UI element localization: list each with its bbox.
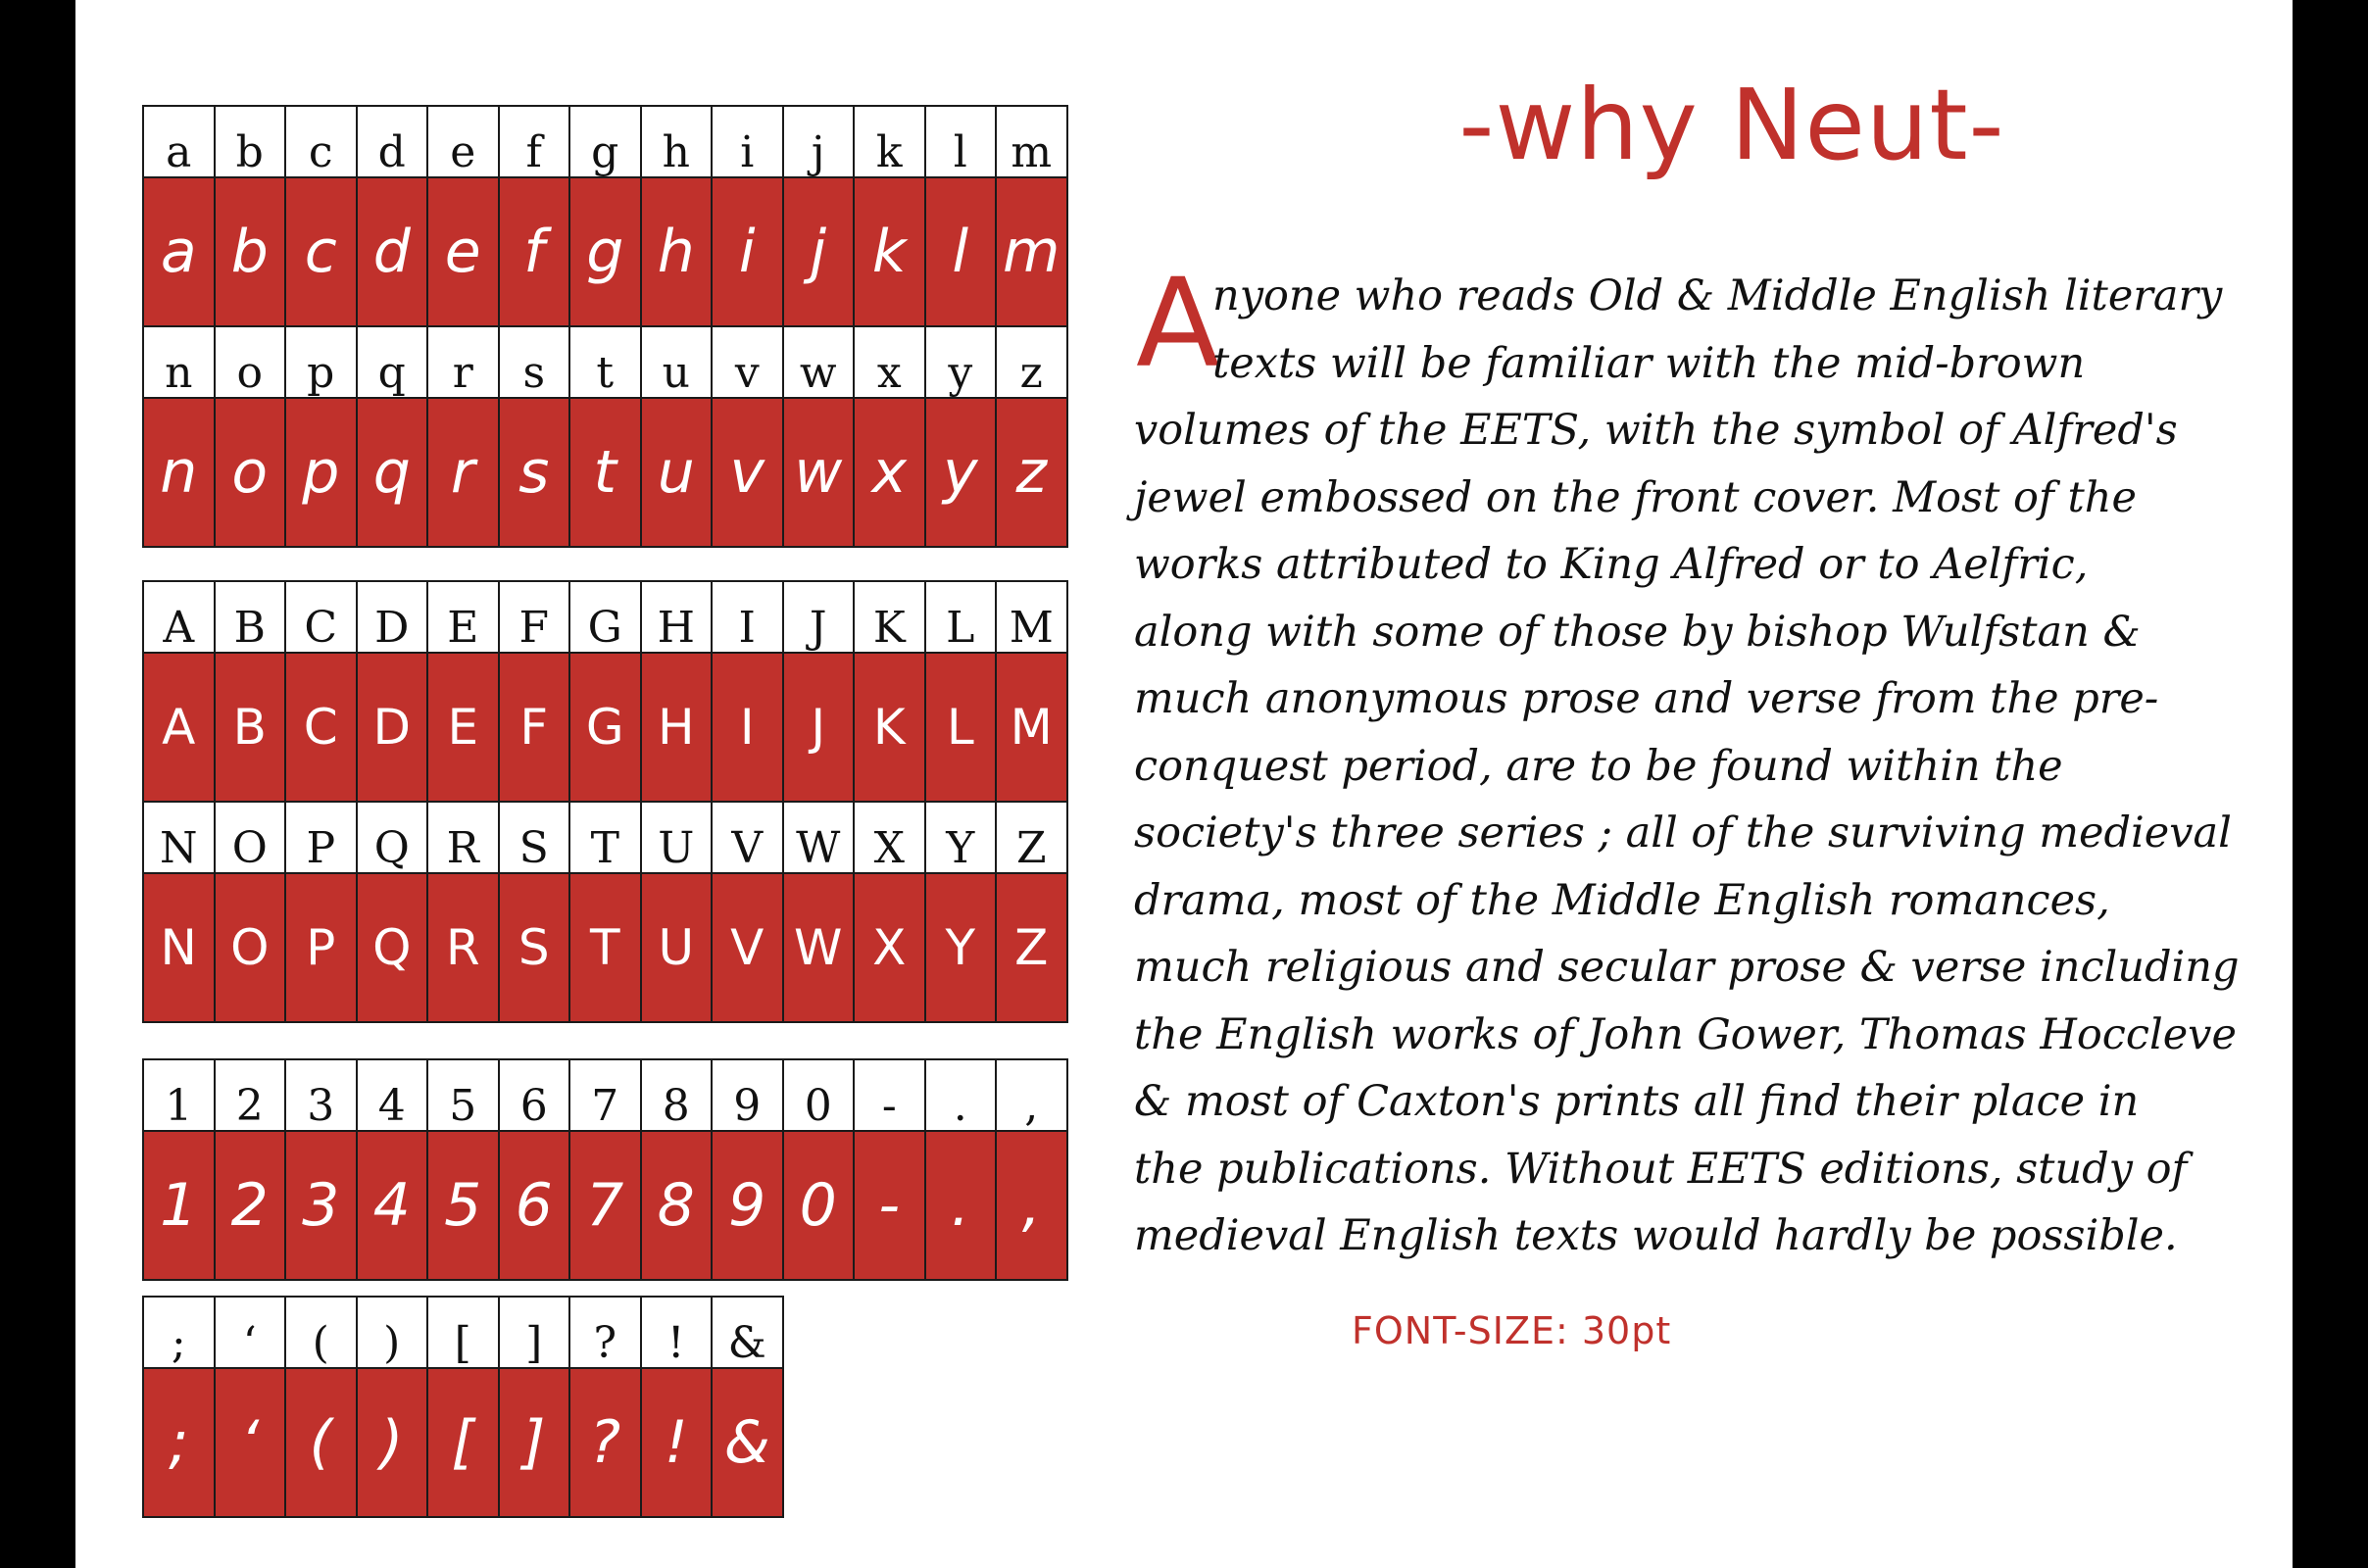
reference-glyph-cell: D [358,582,429,654]
reference-glyph-cell: l [926,107,998,178]
sample-glyph-cell: y [926,399,998,548]
reference-glyph-cell: 9 [713,1060,784,1132]
sample-glyph-cell: R [428,874,500,1023]
paragraph-line: medieval English texts would hardly be possible. [1134,1211,2178,1260]
sample-glyph-cell: D [358,654,429,803]
sample-glyph-cell: l [926,178,998,327]
paragraph-line: & most of Caxton's prints all find their place in [1134,1077,2140,1126]
sample-glyph-cell: b [216,178,287,327]
sample-glyph-cell: 9 [713,1132,784,1281]
sample-glyph-cell: r [428,399,500,548]
reference-glyph-cell: ] [500,1298,571,1369]
sample-glyph-cell: d [358,178,429,327]
paragraph-line: conquest period, are to be found within the [1134,741,2063,791]
reference-glyph-cell: x [855,327,926,399]
reference-glyph-cell: 0 [784,1060,856,1132]
paragraph-line: the English works of John Gower, Thomas Hoccleve [1134,1009,2237,1059]
reference-glyph-cell: w [784,327,856,399]
reference-glyph-cell: J [784,582,856,654]
reference-glyph-cell: e [428,107,500,178]
sample-glyph-cell: & [713,1369,784,1518]
sample-glyph-cell: W [784,874,856,1023]
sample-glyph-cell: s [500,399,571,548]
paragraph-line: the publications. Without EETS editions, study of [1134,1144,2188,1194]
reference-glyph-cell: K [855,582,926,654]
reference-glyph-cell: s [500,327,571,399]
reference-glyph-cell: ; [144,1298,216,1369]
paragraph-line: jewel embossed on the front cover. Most of the [1134,472,2137,522]
reference-glyph-cell: n [144,327,216,399]
reference-glyph-cell: L [926,582,998,654]
reference-glyph-cell: O [216,803,287,874]
reference-glyph-cell: j [784,107,856,178]
sample-glyph-cell: P [286,874,358,1023]
sample-glyph-cell: H [642,654,714,803]
reference-glyph-cell: m [997,107,1068,178]
sample-glyph-cell: c [286,178,358,327]
reference-glyph-cell: ( [286,1298,358,1369]
reference-glyph-cell: v [713,327,784,399]
reference-glyph-cell: , [997,1060,1068,1132]
reference-glyph-cell: E [428,582,500,654]
sample-glyph-cell: a [144,178,216,327]
reference-glyph-cell: H [642,582,714,654]
reference-glyph-row [144,1060,1068,1132]
sample-glyph-cell: h [642,178,714,327]
sample-glyph-cell: E [428,654,500,803]
reference-glyph-cell: t [570,327,642,399]
sample-glyph-cell: Q [358,874,429,1023]
drop-cap: A [1136,253,1220,395]
sample-glyph-cell: i [713,178,784,327]
sample-glyph-cell: V [713,874,784,1023]
reference-glyph-cell: Z [997,803,1068,874]
reference-glyph-cell: A [144,582,216,654]
reference-glyph-cell: . [926,1060,998,1132]
right-frame-bar [2293,0,2368,1568]
reference-glyph-row [144,107,1068,178]
sample-glyph-cell: U [642,874,714,1023]
reference-glyph-cell: [ [428,1298,500,1369]
reference-glyph-row [144,327,1068,399]
sample-glyph-cell: G [570,654,642,803]
sample-glyph-cell: ‘ [216,1369,287,1518]
sample-glyph-row [144,1132,1068,1281]
reference-glyph-cell: z [997,327,1068,399]
sample-glyph-cell: m [997,178,1068,327]
reference-glyph-cell: R [428,803,500,874]
sample-glyph-cell: z [997,399,1068,548]
reference-glyph-cell: u [642,327,714,399]
sample-glyph-cell: J [784,654,856,803]
sample-glyph-cell: F [500,654,571,803]
sample-glyph-cell: B [216,654,287,803]
sample-glyph-cell: 6 [500,1132,571,1281]
reference-glyph-cell: C [286,582,358,654]
paragraph-line: much religious and secular prose & verse including [1134,943,2240,992]
glyph-block [142,105,1068,548]
paragraph-line: works attributed to King Alfred or to Aelfric, [1134,540,2089,589]
reference-glyph-cell: a [144,107,216,178]
reference-glyph-row [144,1298,784,1369]
sample-glyph-cell: n [144,399,216,548]
reference-glyph-cell: V [713,803,784,874]
reference-glyph-cell: S [500,803,571,874]
paragraph-line: drama, most of the Middle English romances, [1134,875,2110,925]
sample-glyph-cell: Y [926,874,998,1023]
reference-glyph-cell: d [358,107,429,178]
page-title: -why Neut- [1458,68,2005,182]
reference-glyph-cell: W [784,803,856,874]
sample-glyph-cell: . [926,1132,998,1281]
paragraph-line: along with some of those by bishop Wulfstan & [1134,607,2141,657]
paragraph-line: nyone who reads Old & Middle English literary [1212,271,2223,320]
reference-glyph-cell: o [216,327,287,399]
sample-paragraph [1134,253,2293,1270]
font-size-note: FONT-SIZE: 30pt [1352,1309,1672,1352]
sample-glyph-cell: [ [428,1369,500,1518]
sample-glyph-cell: Z [997,874,1068,1023]
reference-glyph-row [144,582,1068,654]
paragraph-line: much anonymous prose and verse from the pre- [1134,674,2159,723]
sample-glyph-cell: w [784,399,856,548]
reference-glyph-cell: f [500,107,571,178]
sample-glyph-cell: f [500,178,571,327]
sample-glyph-cell: g [570,178,642,327]
reference-glyph-cell: ? [570,1298,642,1369]
reference-glyph-cell: p [286,327,358,399]
sample-glyph-cell: ! [642,1369,714,1518]
reference-glyph-cell: G [570,582,642,654]
reference-glyph-cell: & [713,1298,784,1369]
reference-glyph-cell: 8 [642,1060,714,1132]
sample-glyph-cell: k [855,178,926,327]
sample-glyph-cell: T [570,874,642,1023]
reference-glyph-cell: T [570,803,642,874]
sample-glyph-cell: - [855,1132,926,1281]
reference-glyph-cell: I [713,582,784,654]
reference-glyph-cell: P [286,803,358,874]
sample-glyph-cell: u [642,399,714,548]
sample-glyph-cell: K [855,654,926,803]
sample-glyph-cell: L [926,654,998,803]
reference-glyph-cell: M [997,582,1068,654]
reference-glyph-cell: c [286,107,358,178]
glyph-block [142,1296,784,1518]
sample-glyph-cell: 3 [286,1132,358,1281]
sample-glyph-cell: A [144,654,216,803]
reference-glyph-cell: Y [926,803,998,874]
reference-glyph-cell: N [144,803,216,874]
sample-glyph-cell: 4 [358,1132,429,1281]
paragraph-line: volumes of the EETS, with the symbol of Alfred's [1134,406,2178,455]
sample-glyph-cell: t [570,399,642,548]
sample-glyph-row [144,874,1068,1023]
sample-glyph-cell: 0 [784,1132,856,1281]
reference-glyph-cell: b [216,107,287,178]
sample-glyph-cell: C [286,654,358,803]
reference-glyph-cell: 2 [216,1060,287,1132]
reference-glyph-cell: Q [358,803,429,874]
sample-glyph-cell: , [997,1132,1068,1281]
paragraph-line: texts will be familiar with the mid-brown [1212,338,2086,388]
sample-glyph-cell: 7 [570,1132,642,1281]
sample-glyph-cell: O [216,874,287,1023]
font-specimen-page [75,0,2293,1568]
left-frame-bar [0,0,75,1568]
sample-glyph-cell: N [144,874,216,1023]
sample-glyph-cell: M [997,654,1068,803]
sample-glyph-row [144,399,1068,548]
reference-glyph-cell: - [855,1060,926,1132]
sample-glyph-row [144,178,1068,327]
reference-glyph-cell: 7 [570,1060,642,1132]
glyph-block [142,580,1068,1023]
sample-glyph-cell: p [286,399,358,548]
glyph-block [142,1058,1068,1281]
reference-glyph-cell: 5 [428,1060,500,1132]
reference-glyph-cell: h [642,107,714,178]
reference-glyph-cell: g [570,107,642,178]
paragraph-line: society's three series ; all of the surviving medieval [1134,808,2232,858]
reference-glyph-cell: 4 [358,1060,429,1132]
reference-glyph-cell: B [216,582,287,654]
sample-glyph-cell: ? [570,1369,642,1518]
sample-glyph-cell: 5 [428,1132,500,1281]
reference-glyph-cell: 6 [500,1060,571,1132]
reference-glyph-cell: q [358,327,429,399]
sample-glyph-row [144,654,1068,803]
reference-glyph-cell: F [500,582,571,654]
sample-glyph-cell: ; [144,1369,216,1518]
sample-glyph-cell: q [358,399,429,548]
reference-glyph-cell: 3 [286,1060,358,1132]
sample-glyph-cell: 8 [642,1132,714,1281]
sample-glyph-cell: ] [500,1369,571,1518]
sample-glyph-cell: j [784,178,856,327]
sample-glyph-cell: o [216,399,287,548]
reference-glyph-cell: ) [358,1298,429,1369]
reference-glyph-row [144,803,1068,874]
sample-glyph-cell: ) [358,1369,429,1518]
sample-glyph-cell: v [713,399,784,548]
sample-glyph-cell: I [713,654,784,803]
reference-glyph-cell: k [855,107,926,178]
sample-glyph-cell: S [500,874,571,1023]
reference-glyph-cell: U [642,803,714,874]
sample-glyph-cell: e [428,178,500,327]
reference-glyph-cell: 1 [144,1060,216,1132]
reference-glyph-cell: X [855,803,926,874]
reference-glyph-cell: ‘ [216,1298,287,1369]
sample-glyph-cell: 2 [216,1132,287,1281]
sample-glyph-row [144,1369,784,1518]
reference-glyph-cell: i [713,107,784,178]
sample-glyph-cell: X [855,874,926,1023]
reference-glyph-cell: y [926,327,998,399]
sample-glyph-cell: x [855,399,926,548]
sample-glyph-cell: ( [286,1369,358,1518]
reference-glyph-cell: ! [642,1298,714,1369]
reference-glyph-cell: r [428,327,500,399]
sample-glyph-cell: 1 [144,1132,216,1281]
